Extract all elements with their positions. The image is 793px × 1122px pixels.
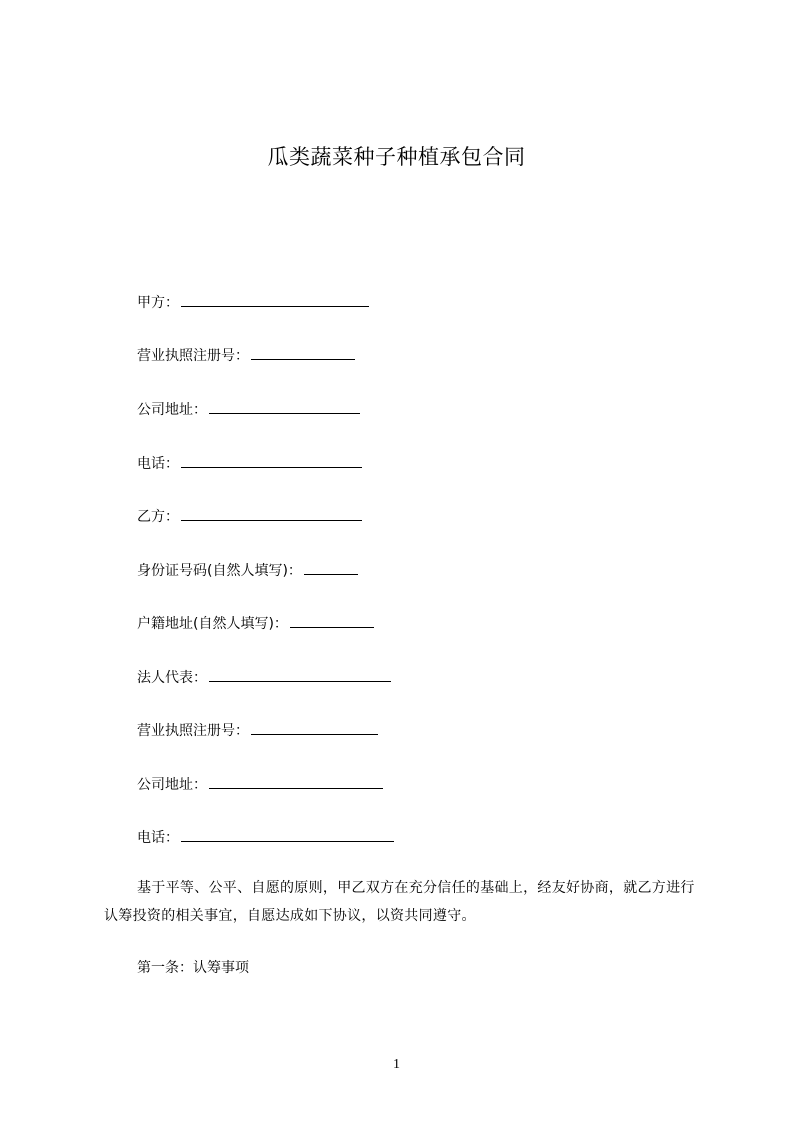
party-b-blank (181, 505, 362, 521)
party-a-label: 甲方： (137, 295, 179, 311)
party-b-field (137, 505, 362, 527)
party-a-phone-field (137, 452, 362, 474)
document-title: 瓜类蔬菜种子种植承包合同 (267, 145, 526, 169)
page-number: 1 (393, 1057, 400, 1072)
party-a-blank (181, 291, 369, 307)
legal-rep-label: 法人代表： (137, 670, 207, 686)
id-number-blank (304, 559, 358, 575)
party-b-address-blank (209, 773, 383, 789)
party-a-field (137, 291, 369, 313)
legal-rep-blank (209, 666, 391, 682)
party-b-phone-field (137, 826, 394, 848)
intro-paragraph: 基于平等、公平、自愿的原则，甲乙双方在充分信任的基础上，经友好协商，就乙方进行认筹投资的相关事宜，自愿达成如下协议，以资共同遵守。 (104, 880, 695, 924)
party-b-label: 乙方： (137, 509, 179, 525)
id-number-label: 身份证号码(自然人填写)： (137, 563, 302, 579)
household-address-label: 户籍地址(自然人填写)： (137, 616, 288, 632)
party-b-license-field (137, 719, 378, 741)
id-number-field (137, 559, 358, 581)
party-a-license-field (137, 344, 355, 366)
party-b-phone-label: 电话： (137, 830, 179, 846)
party-a-license-blank (251, 344, 355, 360)
household-address-blank (290, 612, 374, 628)
party-a-address-field (137, 398, 360, 420)
party-b-license-blank (251, 719, 378, 735)
party-b-address-field (137, 773, 383, 795)
party-b-license-label: 营业执照注册号： (137, 723, 249, 739)
party-a-address-blank (209, 398, 360, 414)
party-a-license-label: 营业执照注册号： (137, 348, 249, 364)
legal-rep-field (137, 666, 391, 688)
party-a-address-label: 公司地址： (137, 402, 207, 418)
section-heading: 第一条：认筹事项 (137, 960, 249, 976)
party-b-address-label: 公司地址： (137, 777, 207, 793)
party-b-phone-blank (181, 826, 394, 842)
household-address-field (137, 612, 374, 634)
party-a-phone-blank (181, 452, 362, 468)
party-a-phone-label: 电话： (137, 456, 179, 472)
